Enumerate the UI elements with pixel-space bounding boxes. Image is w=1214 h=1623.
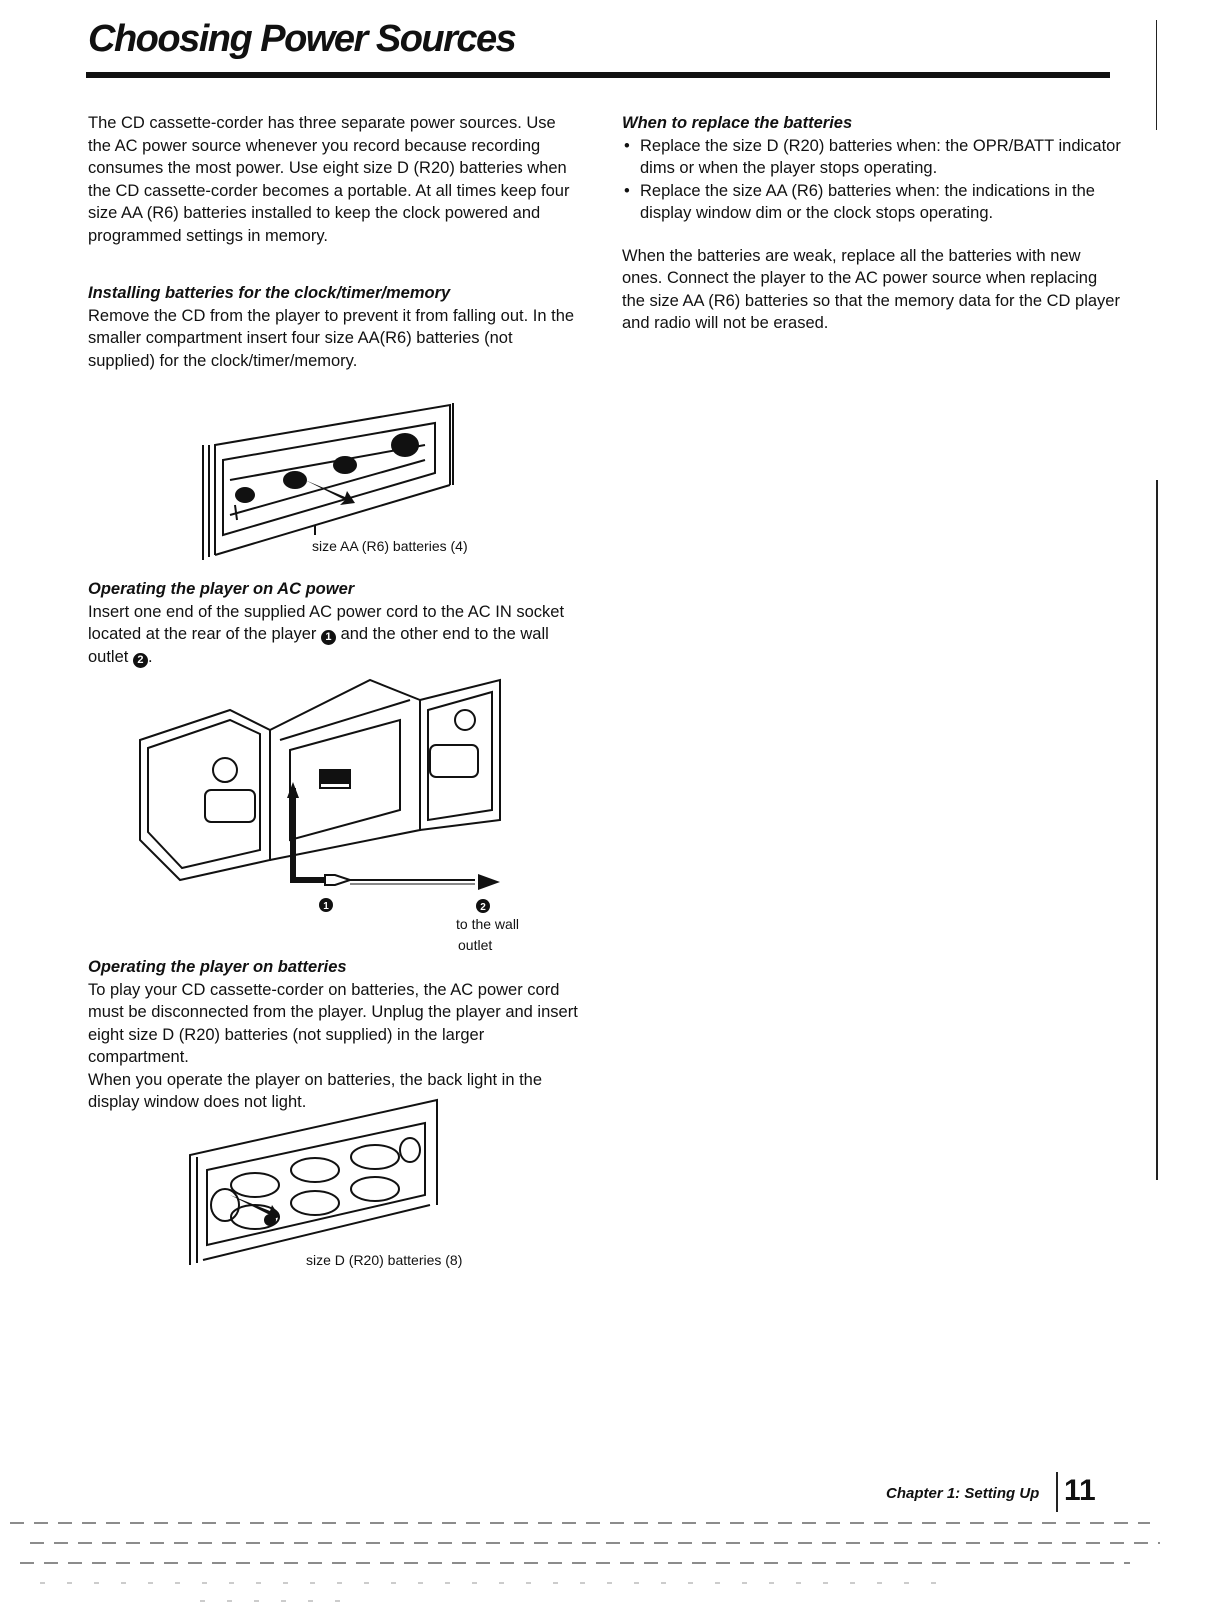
list-item: • Replace the size AA (R6) batteries when: the indications in the display window dim or the clock stops operating. (622, 180, 1122, 225)
install-heading: Installing batteries for the clock/timer/memory (88, 284, 451, 302)
ac-power-connection-illustration (130, 670, 530, 920)
replace-list (622, 135, 1122, 225)
install-section (88, 282, 578, 372)
footer-divider (1056, 1472, 1058, 1512)
aa-batteries-caption: size AA (R6) batteries (4) (312, 538, 468, 554)
intro-section (88, 112, 578, 247)
list-item: • Replace the size D (R20) batteries when: the OPR/BATT indicator dims or when the player stops operating. (622, 135, 1122, 180)
marker-2-icon: 2 (133, 653, 148, 668)
ac-power-paragraph: Insert one end of the supplied AC power cord to the AC IN socket located at the rear of the player 1 and the other end to the wall outlet 2 . (88, 602, 565, 666)
replace-note: When the batteries are weak, replace all the batteries with new ones. Connect the player to the AC power source when replacing the size AA (R6) batteries so that the memory data for the CD player and radio will not be erased. (622, 246, 1120, 332)
figure-label-1: 1 (323, 901, 329, 912)
chapter-label: Chapter 1: Setting Up (886, 1485, 1040, 1502)
scan-noise-decoration (0, 1515, 1214, 1605)
ac-power-heading: Operating the player on AC power (88, 580, 355, 598)
replace-heading: When to replace the batteries (622, 114, 853, 132)
batteries-section (88, 956, 578, 1114)
batteries-paragraph-2: When you operate the player on batteries, the back light in the display window does not light. (88, 1070, 543, 1111)
install-paragraph: Remove the CD from the player to prevent it from falling out. In the smaller compartment insert four size AA(R6) batteries (not supplied) for the clock/timer/memory. (88, 306, 575, 370)
margin-line (1156, 480, 1158, 1180)
page-title: Choosing Power Sources (88, 18, 516, 60)
figure-label-2: 2 (480, 902, 486, 913)
title-rule (86, 72, 1110, 78)
d-batteries-caption: size D (R20) batteries (8) (306, 1252, 463, 1268)
ac-power-section (88, 578, 578, 668)
intro-paragraph: The CD cassette-corder has three separate power sources. Use the AC power source whenever you record because recording consumes the most power. Use eight size D (R20) batteries when the CD cassette-corder becomes a portable. At all times keep four size AA (R6) batteries installed to keep the clock powered and programmed settings in memory. (88, 114, 570, 245)
marker-1-icon: 1 (321, 630, 336, 645)
batteries-heading: Operating the player on batteries (88, 958, 347, 976)
page-number: 11 (1064, 1474, 1096, 1507)
margin-mark (1156, 20, 1157, 130)
replace-section (622, 112, 1122, 335)
wall-outlet-caption: to the wall outlet (456, 916, 520, 953)
batteries-paragraph-1: To play your CD cassette-corder on batteries, the AC power cord must be disconnected from the player. Unplug the player and insert eight size D (R20) batteries (not supplied) in the larger compartment. (88, 980, 578, 1066)
d-battery-compartment-illustration (175, 1095, 463, 1275)
